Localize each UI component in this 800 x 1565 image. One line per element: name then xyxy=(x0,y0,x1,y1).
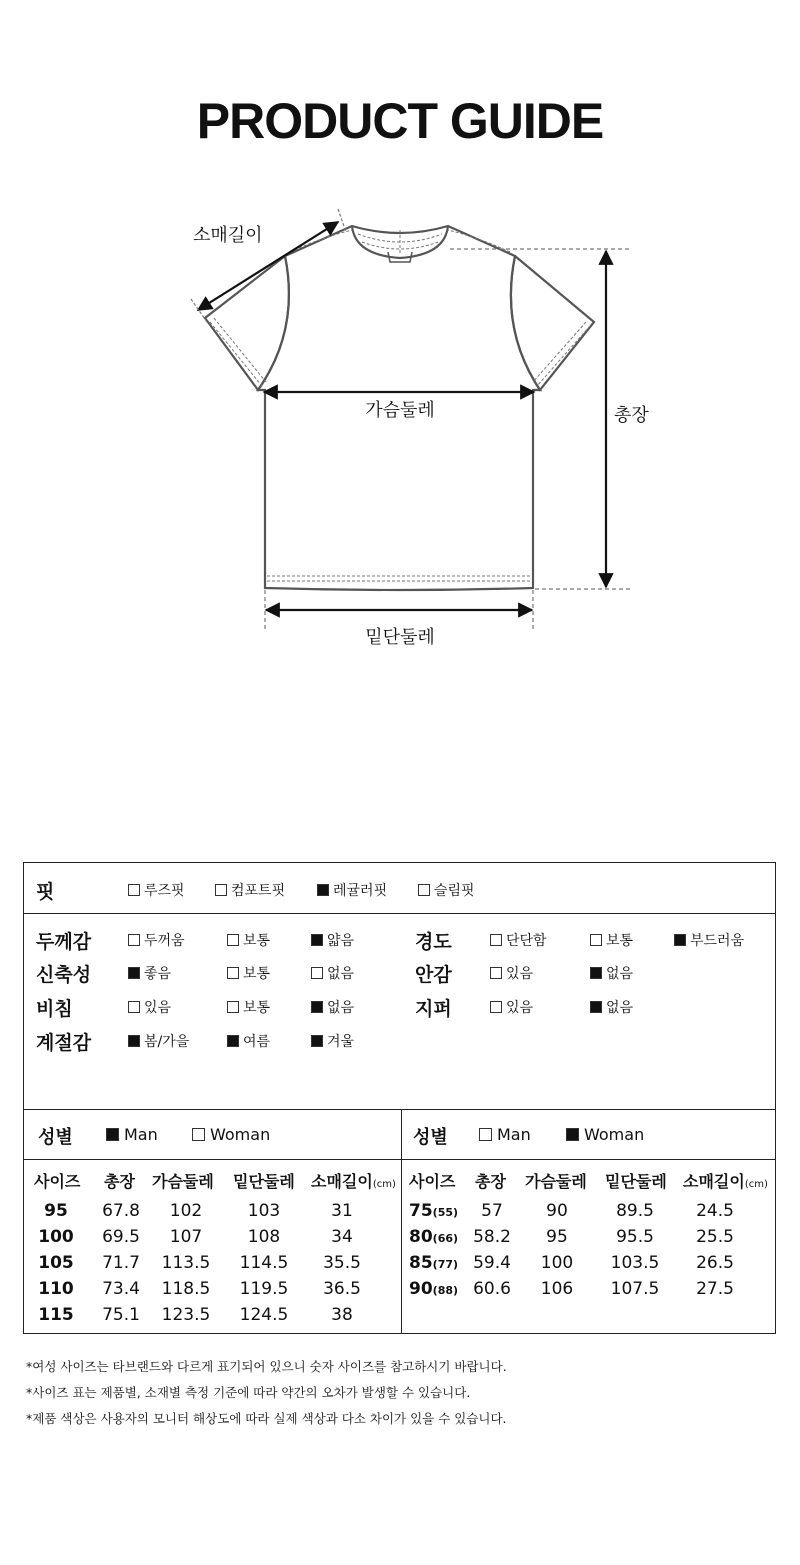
header-hem: 밑단둘레 xyxy=(233,1172,295,1191)
chest-cell: 123.5 xyxy=(161,1305,211,1325)
women-size-table xyxy=(401,1109,775,1333)
fit-option-slim: 슬림핏 xyxy=(418,880,475,900)
length-cell: 71.7 xyxy=(102,1253,140,1273)
thickness-option: 두꺼움 xyxy=(128,930,185,950)
fit-row xyxy=(24,863,775,914)
men-size-table xyxy=(24,1109,402,1333)
note-line: *여성 사이즈는 타브랜드와 다르게 표기되어 있으니 숫자 사이즈를 참고하시기 바랍니다. xyxy=(26,1359,507,1374)
sleeve-cell: 27.5 xyxy=(696,1279,734,1299)
header-chest: 가슴둘레 xyxy=(525,1172,587,1191)
size-cell: 110 xyxy=(38,1279,74,1299)
chest-cell: 106 xyxy=(540,1279,574,1299)
stretch-option: 없음 xyxy=(311,963,354,983)
lining-option: 있음 xyxy=(490,963,533,983)
hem-cell: 103 xyxy=(247,1201,281,1221)
product-info-table xyxy=(23,862,776,1334)
hardness-option: 부드러움 xyxy=(674,930,744,950)
checkbox-icon xyxy=(418,884,430,896)
size-cell: 85(77) xyxy=(409,1253,459,1273)
size-cell: 80(66) xyxy=(409,1227,459,1247)
chest-cell: 107 xyxy=(169,1227,203,1247)
sheer-option: 있음 xyxy=(128,997,171,1017)
sleeve-cell: 25.5 xyxy=(696,1227,734,1247)
total-length-label: 총장 xyxy=(614,405,649,426)
chest-cell: 118.5 xyxy=(161,1279,211,1299)
chest-label: 가슴둘레 xyxy=(365,400,435,421)
size-cell: 75(55) xyxy=(409,1201,459,1221)
hem-cell: 119.5 xyxy=(239,1279,289,1299)
length-cell: 69.5 xyxy=(102,1227,140,1247)
note-line: *제품 색상은 사용자의 모니터 해상도에 따라 실제 색상과 다소 차이가 있을 수 있습니다. xyxy=(26,1411,507,1426)
season-option: 봄/가을 xyxy=(128,1031,189,1051)
sheer-option: 보통 xyxy=(227,997,270,1017)
sleeve-cell: 34 xyxy=(331,1227,353,1247)
header-length: 총장 xyxy=(475,1172,506,1191)
hem-cell: 124.5 xyxy=(239,1305,289,1325)
sleeve-cell: 31 xyxy=(331,1201,353,1221)
size-cell: 115 xyxy=(38,1305,74,1325)
right-sleeve xyxy=(511,256,594,390)
sheer-label: 비침 xyxy=(36,998,73,1020)
page-title: PRODUCT GUIDE xyxy=(196,93,604,149)
stretch-label: 신축성 xyxy=(36,964,92,986)
header-chest: 가슴둘레 xyxy=(152,1172,214,1191)
zipper-option: 없음 xyxy=(590,997,633,1017)
hardness-option: 보통 xyxy=(590,930,633,950)
season-label: 계절감 xyxy=(36,1032,92,1054)
thickness-label: 두께감 xyxy=(36,931,92,953)
sleeve-cell: 35.5 xyxy=(323,1253,361,1273)
hem-cell: 107.5 xyxy=(610,1279,660,1299)
hardness-option: 단단함 xyxy=(490,930,547,950)
length-cell: 67.8 xyxy=(102,1201,140,1221)
chest-cell: 102 xyxy=(169,1201,203,1221)
attributes-section xyxy=(24,913,775,1110)
header-size: 사이즈 xyxy=(34,1172,81,1191)
men-gender-row xyxy=(24,1109,401,1160)
season-option: 여름 xyxy=(227,1031,270,1051)
length-cell: 60.6 xyxy=(473,1279,511,1299)
hem-cell: 89.5 xyxy=(616,1201,654,1221)
fit-option-regular: 레귤러핏 xyxy=(317,880,387,900)
gender-option-man: Man xyxy=(106,1125,158,1144)
zipper-label: 지퍼 xyxy=(415,998,452,1020)
sleeve-cell: 24.5 xyxy=(696,1201,734,1221)
chest-cell: 95 xyxy=(546,1227,568,1247)
stretch-option: 좋음 xyxy=(128,963,171,983)
women-gender-row xyxy=(401,1109,775,1160)
gender-option-woman: Woman xyxy=(192,1125,270,1144)
hardness-label: 경도 xyxy=(415,931,452,953)
sleeve-cell: 36.5 xyxy=(323,1279,361,1299)
stretch-option: 보통 xyxy=(227,963,270,983)
gender-option-man: Man xyxy=(479,1125,531,1144)
gender-label: 성별 xyxy=(38,1127,73,1148)
sheer-option: 없음 xyxy=(311,997,354,1017)
checkbox-checked-icon xyxy=(317,884,329,896)
chest-cell: 113.5 xyxy=(161,1253,211,1273)
size-cell: 105 xyxy=(38,1253,74,1273)
lining-label: 안감 xyxy=(415,964,452,986)
length-cell: 73.4 xyxy=(102,1279,140,1299)
header-hem: 밑단둘레 xyxy=(605,1172,667,1191)
thickness-option: 보통 xyxy=(227,930,270,950)
fit-label: 핏 xyxy=(36,881,55,903)
chest-cell: 100 xyxy=(540,1253,574,1273)
thickness-option: 얇음 xyxy=(311,930,354,950)
gender-option-woman: Woman xyxy=(566,1125,644,1144)
header-size: 사이즈 xyxy=(409,1172,456,1191)
header-length: 총장 xyxy=(104,1172,135,1191)
header-sleeve: 소매길이(cm) xyxy=(683,1172,768,1191)
gender-label: 성별 xyxy=(413,1127,448,1148)
sleeve-length-label: 소매길이 xyxy=(193,225,263,246)
fit-option-loose: 루즈핏 xyxy=(128,880,185,900)
size-cell: 95 xyxy=(44,1201,68,1221)
header-sleeve: 소매길이(cm) xyxy=(311,1172,396,1191)
checkbox-icon xyxy=(128,884,140,896)
fit-option-comfort: 컴포트핏 xyxy=(215,880,285,900)
note-line: *사이즈 표는 제품별, 소재별 측정 기준에 따라 약간의 오차가 발생할 수 있습니다. xyxy=(26,1385,471,1400)
length-cell: 59.4 xyxy=(473,1253,511,1273)
length-cell: 75.1 xyxy=(102,1305,140,1325)
tshirt-diagram xyxy=(0,200,800,660)
length-cell: 58.2 xyxy=(473,1227,511,1247)
sleeve-cell: 26.5 xyxy=(696,1253,734,1273)
hem-cell: 95.5 xyxy=(616,1227,654,1247)
hem-label: 밑단둘레 xyxy=(365,627,435,648)
lining-option: 없음 xyxy=(590,963,633,983)
notes xyxy=(26,1354,507,1432)
size-cell: 90(88) xyxy=(409,1279,459,1299)
season-option: 겨울 xyxy=(311,1031,354,1051)
size-cell: 100 xyxy=(38,1227,74,1247)
hem-cell: 114.5 xyxy=(239,1253,289,1273)
hem-cell: 108 xyxy=(247,1227,281,1247)
checkbox-icon xyxy=(215,884,227,896)
sleeve-cell: 38 xyxy=(331,1305,353,1325)
chest-cell: 90 xyxy=(546,1201,568,1221)
hem-cell: 103.5 xyxy=(610,1253,660,1273)
length-cell: 57 xyxy=(481,1201,503,1221)
zipper-option: 있음 xyxy=(490,997,533,1017)
